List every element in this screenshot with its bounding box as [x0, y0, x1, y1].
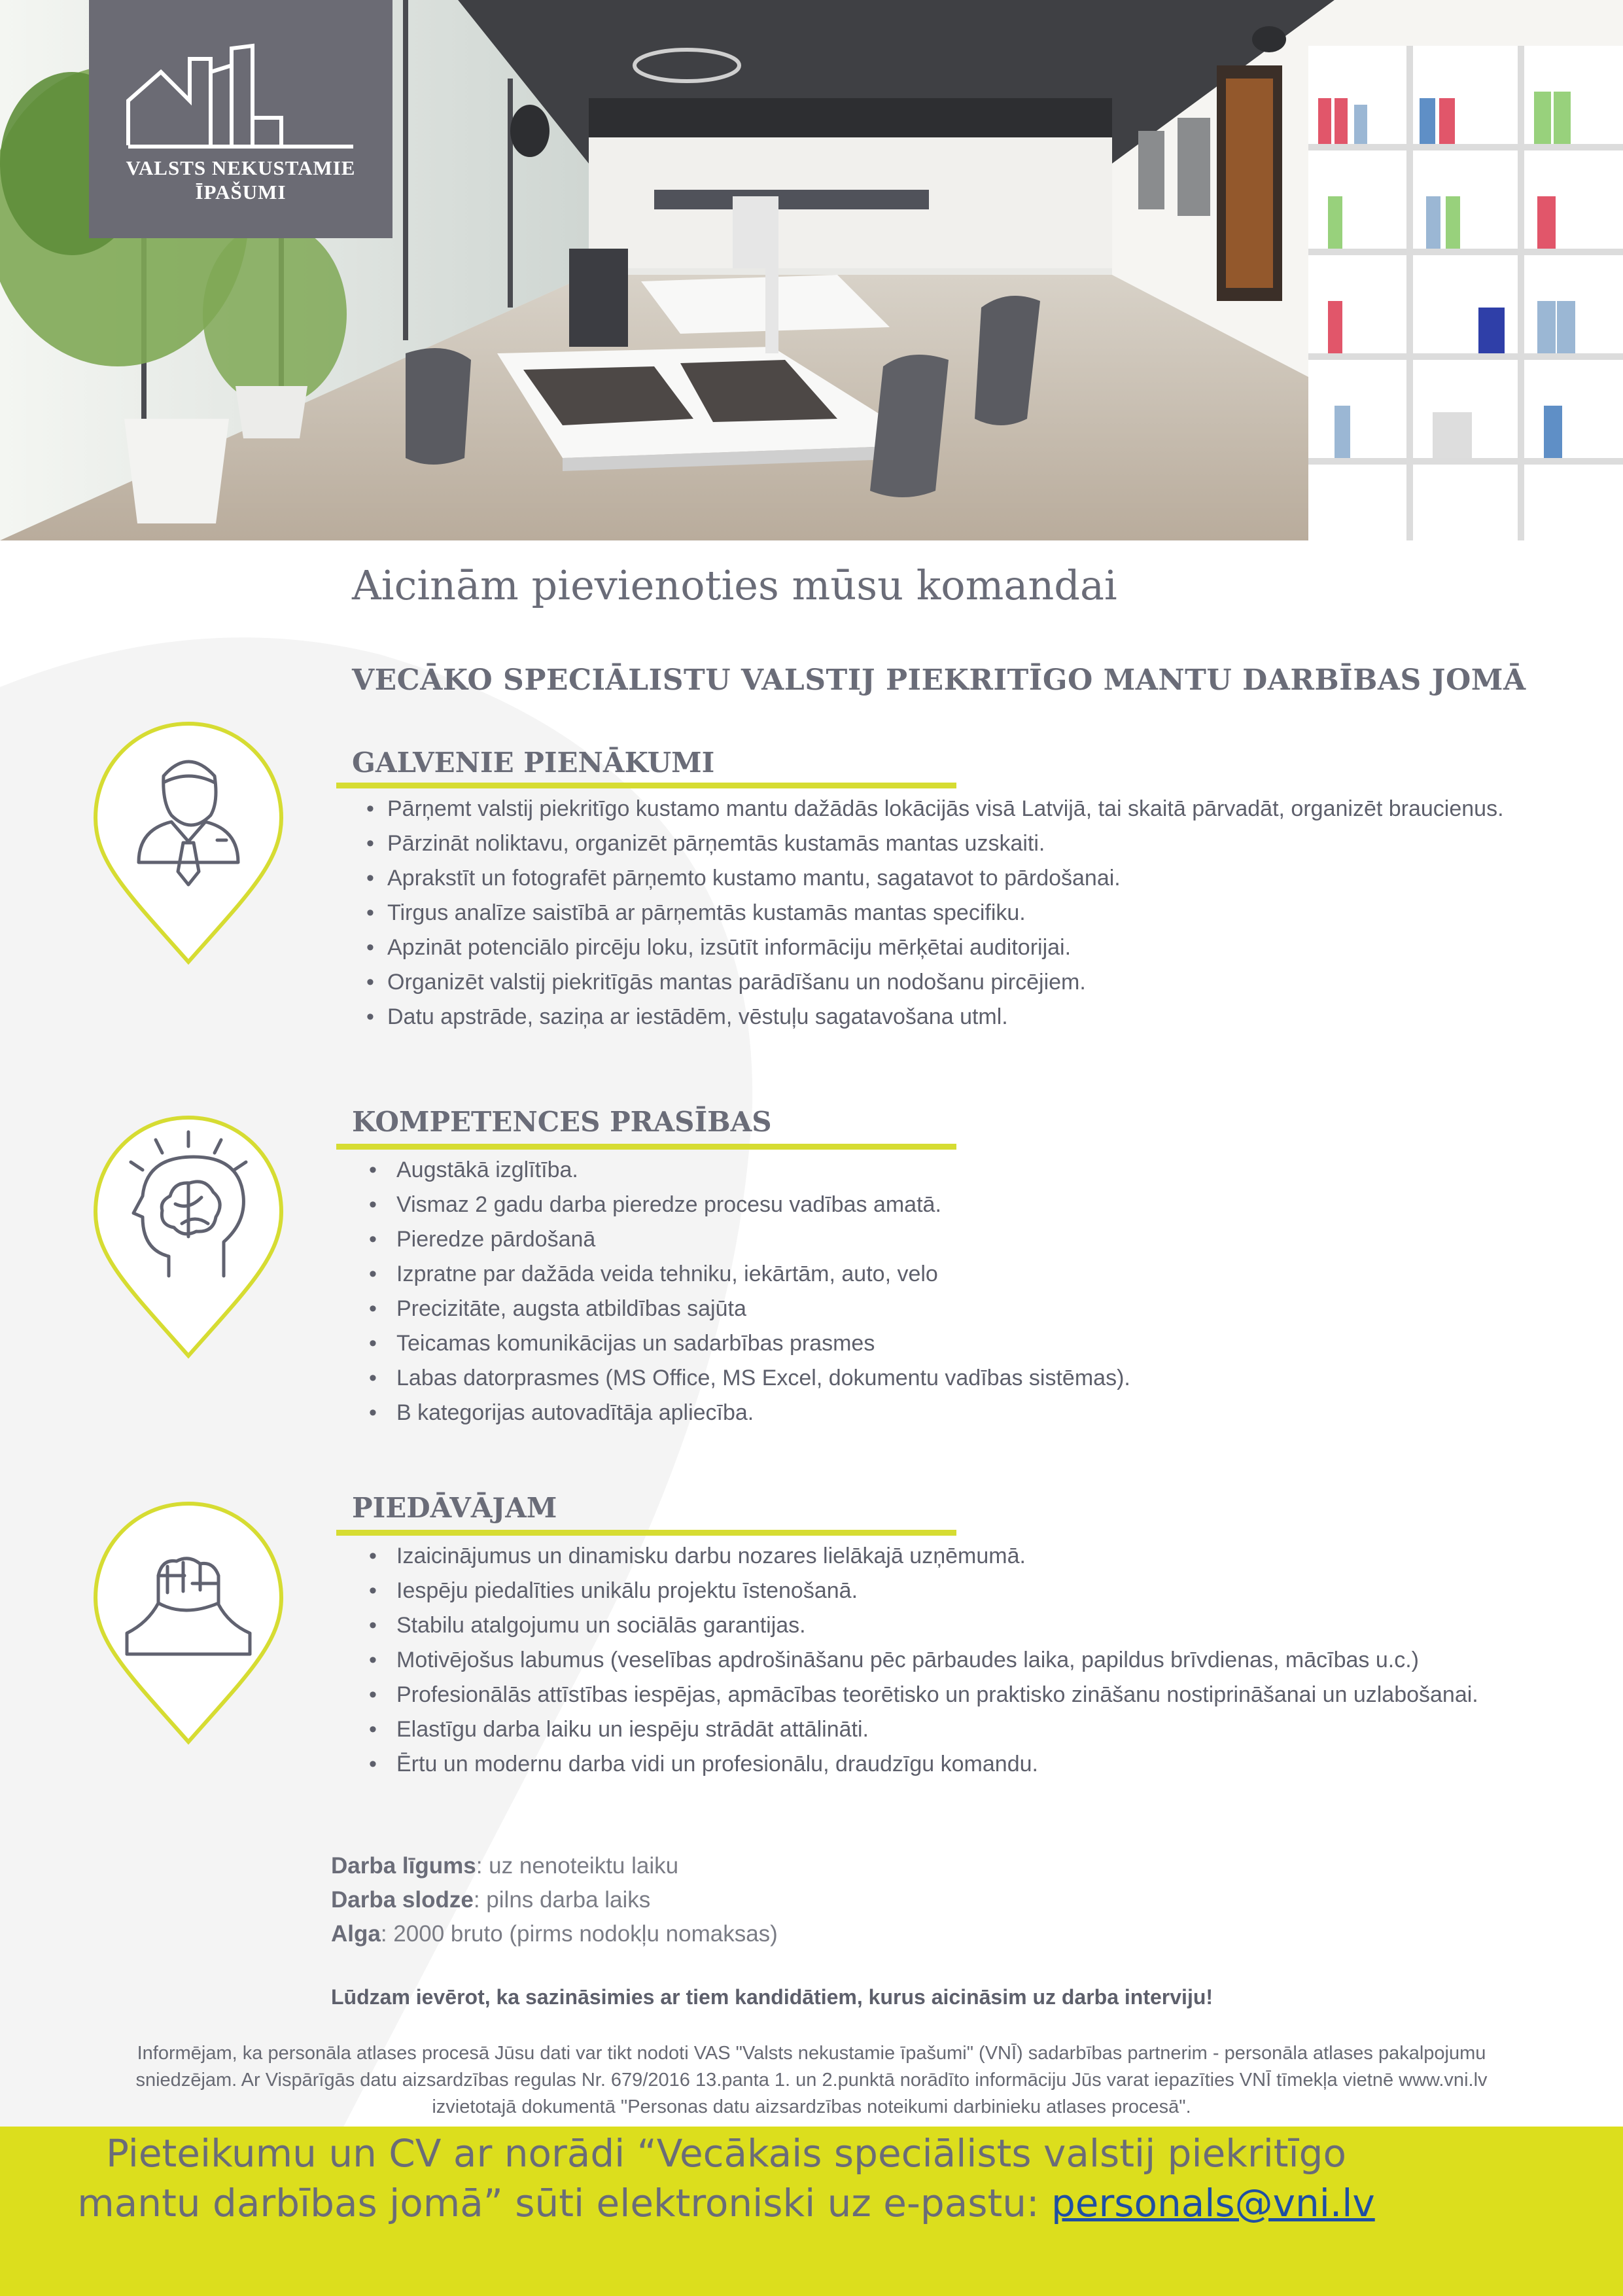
term-workload: Darba slodze: pilns darba laiks [331, 1887, 651, 1913]
list-item: • Precizitāte, augsta atbildības sajūta [366, 1292, 1512, 1326]
logo-line-2: ĪPAŠUMI [195, 181, 287, 203]
footer-line-2: mantu darbības jomā” sūti elektroniski uz e-pastu: personals@vni.lv [77, 2181, 1375, 2225]
list-item: • Pārņemt valstij piekritīgo kustamo mantu dažādās lokācijās visā Latvijā, tai skaitā pārvadāt, organizēt braucienus. [366, 792, 1511, 826]
list-item: • Stabilu atalgojumu un sociālās garantijas. [366, 1608, 1512, 1643]
term-salary: Alga: 2000 bruto (pirms nodokļu nomaksas) [331, 1921, 778, 1947]
footer-line-1: Pieteikumu un CV ar norādi “Vecākais speciālists valstij piekritīgo [106, 2131, 1346, 2176]
list-item: • Pieredze pārdošanā [366, 1222, 1512, 1257]
list-item: • Pārzināt noliktavu, organizēt pārņemtās kustamās mantas uzskaiti. [366, 826, 1511, 861]
list-item: • Profesionālās attīstības iespējas, apmācības teorētisko un praktisko zināšanu nostiprināšanai un uzlabošanai. [366, 1678, 1512, 1712]
list-item: • Tirgus analīze saistībā ar pārņemtās kustamās mantas specifiku. [366, 896, 1511, 930]
section-title-offer: PIEDĀVĀJAM [352, 1492, 557, 1524]
list-item: • Ērtu un modernu darba vidi un profesionālu, draudzīgu komandu. [366, 1747, 1512, 1782]
employment-terms [331, 1849, 778, 1951]
list-item: • Elastīgu darba laiku un iespēju strādāt attālināti. [366, 1712, 1512, 1747]
list-item: • Organizēt valstij piekritīgās mantas parādīšanu un nodošanu pircējiem. [366, 965, 1511, 1000]
page-title: Aicinām pievienoties mūsu komandai [352, 561, 1117, 609]
list-item: • Teicamas komunikācijas un sadarbības prasmes [366, 1326, 1512, 1361]
requirements-list [366, 1153, 1512, 1430]
logo-line-1: VALSTS NEKUSTAMIE [126, 156, 356, 179]
person-tie-icon [90, 718, 287, 967]
list-item: • Iespēju piedalīties unikālu projektu īstenošanā. [366, 1574, 1512, 1608]
list-item: • Vismaz 2 gadu darba pieredze procesu vadības amatā. [366, 1188, 1512, 1222]
list-item: • Aprakstīt un fotografēt pārņemto kustamo mantu, sagatavot to pārdošanai. [366, 861, 1511, 896]
section-underline [336, 783, 956, 788]
section-title-duties: GALVENIE PIENĀKUMI [352, 747, 715, 779]
position-title: VECĀKO SPECIĀLISTU VALSTIJ PIEKRITĪGO MANTU DARBĪBAS JOMĀ [352, 663, 1526, 697]
section-title-requirements: KOMPETENCES PRASĪBAS [352, 1106, 772, 1138]
duties-list [366, 792, 1511, 1034]
brain-head-icon [90, 1112, 287, 1361]
list-item: • Izaicinājumus un dinamisku darbu nozares lielākajā uzņēmumā. [366, 1539, 1512, 1574]
privacy-notice: Informējam, ka personāla atlases procesā Jūsu dati var tikt nodoti VAS "Valsts nekustamie īpašumi" (VNĪ) sadarbības partnerim - personāla atlases pakalpojumu sniedzējam. Ar Vispārīgās datu aizsardzības regulas Nr. 679/2016 13.panta 1. un 2.punktā norādīto informāciju Jūs varat iepazīties VNĪ tīmekļa vietnē www.vni.lv izvietotajā dokumentā "Personas datu aizsardzības noteikumi darbinieku atlases procesā". [135, 2043, 1488, 2117]
offer-list [366, 1539, 1512, 1782]
email-link[interactable]: personals@vni.lv [1051, 2181, 1375, 2225]
list-item: • Izpratne par dažāda veida tehniku, iekārtām, auto, velo [366, 1257, 1512, 1292]
section-underline [336, 1144, 956, 1150]
list-item: • Motivējošus labumus (veselības apdrošināšanu pēc pārbaudes laika, papildus brīvdienas, mācības u.c.) [366, 1643, 1512, 1678]
handshake-icon [90, 1498, 287, 1747]
contact-notice: Lūdzam ievērot, ka sazināsimies ar tiem kandidātiem, kurus aicināsim uz darba interviju! [331, 1985, 1213, 2009]
term-contract: Darba līgums: uz nenoteiktu laiku [331, 1853, 679, 1879]
list-item: • Augstākā izglītība. [366, 1153, 1512, 1188]
application-instructions [72, 2128, 1380, 2228]
list-item: • Apzināt potenciālo pircēju loku, izsūtīt informāciju mērķētai auditorijai. [366, 930, 1511, 965]
section-underline [336, 1530, 956, 1536]
list-item: • Labas datorprasmes (MS Office, MS Excel, dokumentu vadības sistēmas). [366, 1361, 1512, 1396]
list-item: • B kategorijas autovadītāja apliecība. [366, 1396, 1512, 1430]
logo-wordmark [89, 156, 393, 204]
list-item: • Datu apstrāde, saziņa ar iestādēm, vēstuļu sagatavošana utml. [366, 1000, 1511, 1034]
